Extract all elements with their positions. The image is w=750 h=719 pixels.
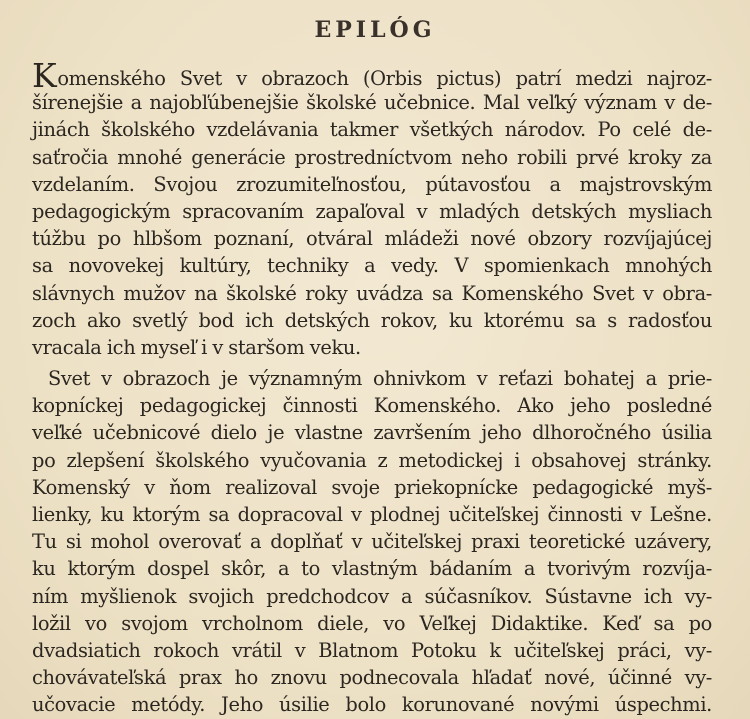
paragraph-1-line: túžbu po hlbšom poznaní, otváral mládeži nové obzory rozvíjajúcej xyxy=(32,227,712,251)
paragraph-1-line: vzdelaním. Svojou zrozumiteľnosťou, pútavosťou a majstrovským xyxy=(32,172,712,196)
paragraph-2-line: dvadsiatich rokoch vrátil v Blatnom Potoku k učiteľskej práci, vy- xyxy=(32,638,712,662)
body-text xyxy=(32,56,712,719)
paragraph-1-line: slávnych mužov na školské roky uvádza sa Komenského Svet v obra- xyxy=(32,281,712,305)
paragraph-1-line: pedagogickým spracovaním zapaľoval v mladých detských mysliach xyxy=(32,199,712,223)
paragraph-1-line: sa novovekej kultúry, techniky a vedy. V spomienkach mnohých xyxy=(32,254,712,278)
paragraph-2-line: veľké učebnicové dielo je vlastne završením jeho dlhoročného úsilia xyxy=(32,421,712,445)
paragraph-2-line: po zlepšení školského vyučovania z metodickej i obsahovej stránky. xyxy=(32,448,712,472)
paragraph-2-line: ložil vo svojom vrcholnom diele, vo Veľkej Didaktike. Keď sa po xyxy=(32,611,712,635)
paragraph-1-line: jinách školského vzdelávania takmer všetkých národov. Po celé de- xyxy=(32,118,712,142)
paragraph-1-line: zoch ako svetlý bod ich detských rokov, ku ktorému sa s radosťou xyxy=(32,308,712,332)
paragraph-2-line: Tu si mohol overovať a doplňať v učiteľskej praxi teoretické uzávery, xyxy=(32,530,712,554)
paragraph-1-line: šírenejšie a najobľúbenejšie školské učebnice. Mal veľký význam v de- xyxy=(32,91,712,115)
paragraph-1-line-1 xyxy=(32,56,712,95)
drop-cap: K xyxy=(32,56,57,95)
paragraph-2-line: kopníckej pedagogickej činnosti Komenského. Ako jeho posledné xyxy=(32,394,712,418)
paragraph-2-line: učovacie metódy. Jeho úsilie bolo korunované novými úspechmi. xyxy=(32,693,712,717)
paragraph-2-line: ku ktorým dospel skôr, a to vlastným bádaním a tvorivým rozvíja- xyxy=(32,557,712,581)
paragraph-1 xyxy=(32,56,712,361)
paragraph-2-line: lienky, ku ktorým sa dopracoval v plodnej učiteľskej činnosti v Lešne. xyxy=(32,503,712,526)
paragraph-2-line: Svet v obrazoch je významným ohnivkom v reťazi bohatej a prie- xyxy=(48,367,712,391)
paragraph-2-line: ním myšlienok svojich predchodcov a súčasníkov. Sústavne ich vy- xyxy=(32,584,712,608)
chapter-title: EPILÓG xyxy=(314,17,436,43)
paragraph-2 xyxy=(32,365,712,718)
paragraph-1-line: saťročia mnohé generácie prostredníctvom neho robili prvé kroky za xyxy=(32,145,712,169)
paragraph-2-line: chovávateľská prax ho znovu podnecovala hľadať nové, účinné vy- xyxy=(32,666,712,690)
paragraph-1-line-1-text: omenského Svet v obrazoch (Orbis pictus) patrí medzi najroz- xyxy=(57,67,712,90)
paragraph-2-line: Komenský v ňom realizoval svoje priekopnícke pedagogické myš- xyxy=(32,475,712,499)
paragraph-1-line: vracala ich myseľ i v staršom veku. xyxy=(32,335,361,359)
